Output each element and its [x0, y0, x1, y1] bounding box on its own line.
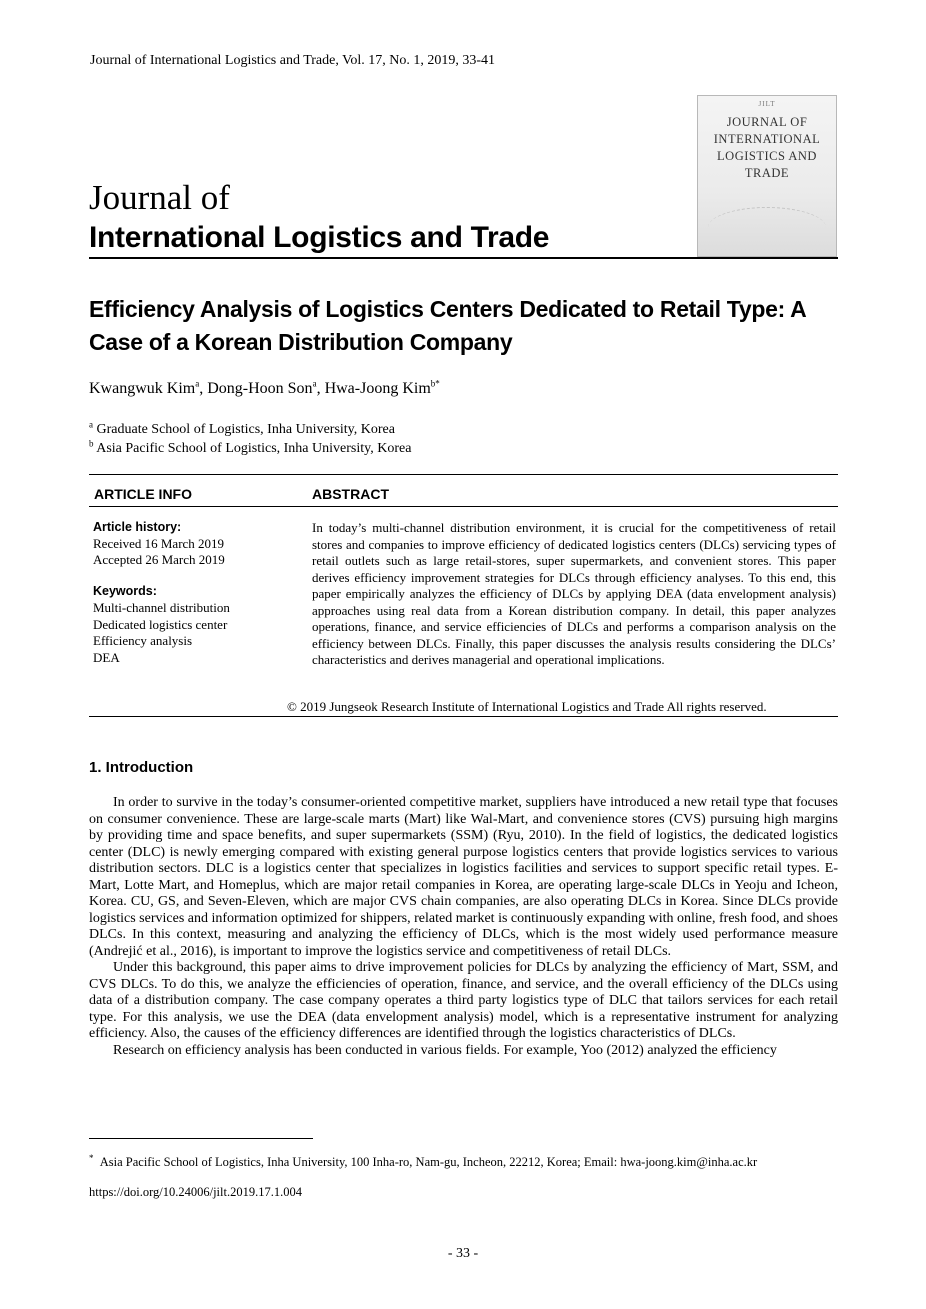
page-number: - 33 -: [447, 1246, 479, 1261]
paragraph: In order to survive in the today’s consumer-oriented competitive market, suppliers have introduced a new retail type that focuses on consumer convenience. These are large-scale marts (Mart) like Wal-Mart, and convenience stores (CVS) pursuing high margins by providing time and space benefits, and super supermarkets (SSM) (Ryu, 2010). In the field of logistics, the dedicated logistics center (DLC) is newly emerging compared with existing general purpose logistics centers that provide logistics services to various distribution sectors. DLC is a logistics center that specializes in logistics facilities and services to support specific retail types. E-Mart, Lotte Mart, and Homeplus, which are major retail companies in Korea, are operating large-scale DLCs in Yeoju and Icheon, Korea. CU, GS, and Seven-Eleven, which are major CVS chain companies, are also operating DLCs in Korea. Since DLCs provide logistics services and information optimized for shippers, related market is continuously expanding with online, fresh food, and shoes DLCs. In this context, measuring and analyzing the efficiency of DLCs, which is the most widely used performance measure (Andrejić et al., 2016), is important to improve the logistics service and competitiveness of retail DLCs.: [89, 795, 838, 959]
footnote-rule: [89, 1138, 313, 1139]
footnote-text: Asia Pacific School of Logistics, Inha University, 100 Inha-ro, Nam-gu, Incheon, 22212, Korea; Email: hwa-joong.kim@inha.ac.kr: [99, 1155, 758, 1169]
keyword: Dedicated logistics center: [93, 616, 228, 632]
affiliation-rule: [89, 474, 838, 475]
keyword: DEA: [93, 649, 120, 665]
keyword-list: [93, 600, 230, 666]
cover-jilt-mark: JILT: [758, 100, 776, 108]
paragraph: Under this background, this paper aims to drive improvement policies for DLCs by analyzing the efficiency of Mart, SSM, and CVS DLCs. To do this, we analyze the efficiencies of operation, finance, and service, and the overall efficiency of the DLCs using data of a distribution company. The case company operates a third party logistics type of DLC that tailors services for each retail type. For this analysis, we use the DEA (data envelopment analysis) model, which is a representative instrument for analyzing efficiency. Also, the causes of the efficiency differences are identified through the logistics characteristics of DLCs.: [89, 960, 838, 1041]
affiliation: [89, 419, 395, 438]
affiliation-text: Asia Pacific School of Logistics, Inha University, Korea: [96, 441, 412, 456]
affiliation-mark: a: [89, 419, 93, 430]
journal-name-line1: Journal of: [89, 178, 230, 217]
body-text: [89, 795, 838, 1059]
author-name: Dong-Hoon Son: [207, 380, 313, 397]
author-mark: a: [312, 378, 317, 389]
author-mark: b*: [430, 378, 440, 389]
history-label: Article history:: [93, 520, 182, 534]
abstract-heading: ABSTRACT: [312, 486, 389, 502]
journal-cover-thumbnail: [697, 95, 837, 257]
received-date: Received 16 March 2019: [93, 536, 225, 551]
abstract-rule: [89, 716, 838, 717]
header-rule: [89, 257, 838, 259]
journal-name-line2: International Logistics and Trade: [89, 221, 550, 254]
cover-decoration: [708, 207, 826, 248]
author-name: Hwa-Joong Kim: [324, 380, 431, 397]
copyright-notice: © 2019 Jungseok Research Institute of International Logistics and Trade All rights reserved.: [287, 699, 767, 714]
accepted-date: Accepted 26 March 2019: [93, 552, 225, 567]
abstract-text: In today’s multi-channel distribution environment, it is crucial for the competitiveness of retail stores and companies to improve efficiency of dedicated logistics centers (DLCs) servicing types of retail outlets such as large retail-stores, super supermarkets, and convenient stores. This paper derives efficiency improvement strategies for DLCs through efficiency analyses. To this end, this paper empirically analyzes the efficiency of DLCs by applying DEA (data envelopment analysis) approaches using real data from a Korean distribution company. In detail, this paper analyzes operations, finance, and service efficiencies of DLCs and performs a comparison analysis on the efficiency between DLCs. Finally, this paper discusses the analysis results considering the DLCs’ characteristics and derives managerial and operational implications.: [312, 520, 836, 667]
footnote-mark: *: [89, 1152, 94, 1163]
footnote: [89, 1152, 758, 1170]
running-head: Journal of International Logistics and Trade, Vol. 17, No. 1, 2019, 33-41: [90, 53, 496, 68]
doi-link[interactable]: https://doi.org/10.24006/jilt.2019.17.1.004: [89, 1185, 302, 1199]
section-divider: [89, 506, 838, 507]
affiliation: [89, 438, 412, 457]
author-list: Kwangwuk Kim$^a$, Dong-Hoon Son$^a$, Hwa-Joong Kim$^{b*}$: [89, 378, 440, 397]
article-title: Efficiency Analysis of Logistics Centers Dedicated to Retail Type: A Case of a Korean Distribution Company: [89, 296, 806, 355]
author-mark: a: [195, 378, 200, 389]
keywords-label: Keywords:: [93, 584, 157, 598]
author-name: Kwangwuk Kim: [89, 380, 196, 397]
cover-title: JOURNAL OF INTERNATIONAL LOGISTICS AND TRADE: [713, 115, 821, 180]
affiliation-text: Graduate School of Logistics, Inha University, Korea: [96, 422, 395, 437]
keyword: Efficiency analysis: [93, 633, 193, 648]
affiliation-mark: b: [89, 438, 94, 449]
paragraph: Research on efficiency analysis has been conducted in various fields. For example, Yoo (2012) analyzed the efficiency: [113, 1042, 777, 1058]
article-info-heading: ARTICLE INFO: [94, 486, 192, 502]
keyword: Multi-channel distribution: [93, 600, 230, 615]
section-heading: 1. Introduction: [89, 759, 194, 776]
